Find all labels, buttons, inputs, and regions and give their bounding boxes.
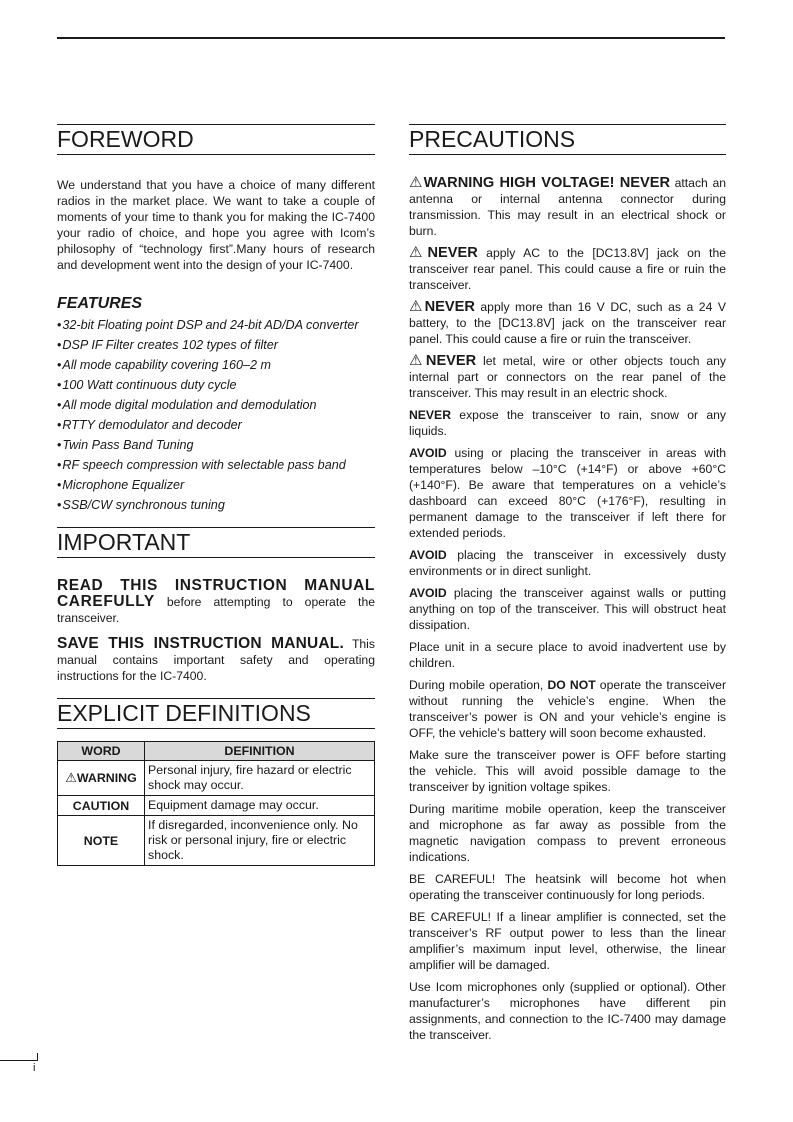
- precaution-item: [409, 245, 726, 293]
- precaution-item: [409, 445, 726, 541]
- feature-item: • DSP IF Filter creates 102 types of filter: [57, 335, 375, 355]
- table-row: [58, 816, 375, 866]
- precaution-item: [409, 585, 726, 633]
- precaution-head: AVOID: [409, 548, 447, 562]
- important-read-paragraph: [57, 578, 375, 626]
- feature-item: • All mode digital modulation and demodulation: [57, 395, 375, 415]
- precautions-body: [409, 175, 726, 1043]
- important-save-tail: This manual contains important safety and operating instructions for the IC-7400.: [57, 637, 375, 683]
- precaution-head: NEVER: [425, 353, 477, 369]
- page-number-rule: [0, 1060, 37, 1061]
- feature-item: • SSB/CW synchronous tuning: [57, 495, 375, 515]
- precaution-text: operate the transceiver without running the vehicle’s engine. When the transceiver’s power is ON and your vehicle’s engine is OFF, the vehicle’s battery will soon become exhausted.: [409, 678, 726, 740]
- warning-triangle-icon: ⚠: [409, 352, 426, 369]
- word-note: NOTE: [58, 816, 145, 866]
- precaution-head: AVOID: [409, 446, 447, 460]
- definition-cell: Personal injury, fire hazard or electric shock may occur.: [145, 761, 375, 796]
- feature-item: • 32-bit Floating point DSP and 24-bit AD/DA converter: [57, 315, 375, 335]
- warning-triangle-icon: ⚠: [65, 770, 77, 785]
- precaution-head: NEVER: [424, 299, 475, 315]
- precaution-text: let metal, wire or other objects touch any internal part or connectors on the rear panel of the transceiver. This may result in an electric shock.: [409, 354, 726, 400]
- feature-item: • Microphone Equalizer: [57, 475, 375, 495]
- col-header-definition: DEFINITION: [145, 742, 375, 761]
- precaution-item: BE CAREFUL! If a linear amplifier is connected, set the transceiver’s RF output power to less than the linear amplifier’s maximum input level, otherwise, the linear amplifier will be damaged.: [409, 910, 726, 972]
- important-read-head: READ THIS INSTRUCTION MANUAL CAREFULLY: [57, 577, 375, 610]
- precaution-head: WARNING HIGH VOLTAGE! NEVER: [423, 175, 671, 191]
- precaution-text: expose the transceiver to rain, snow or any liquids.: [409, 408, 726, 438]
- foreword-body: We understand that you have a choice of many different radios in the market place. We want to take a couple of moments of your time to thank you for making the IC-7400 your radio of choice, and hope you agree with Icom’s philosophy of “technology first”.Many hours of research and development went into the design of your IC-7400.: [57, 178, 375, 272]
- precaution-item: BE CAREFUL! The heatsink will become hot when operating the transceiver continuously for long periods.: [409, 872, 726, 902]
- feature-item: • 100 Watt continuous duty cycle: [57, 375, 375, 395]
- definition-cell: Equipment damage may occur.: [145, 796, 375, 816]
- foreword-title: FOREWORD: [57, 124, 375, 155]
- precaution-item: Make sure the transceiver power is OFF before starting the vehicle. This will avoid possible damage to the transceiver by ignition voltage spikes.: [409, 748, 726, 794]
- precaution-item: Place unit in a secure place to avoid inadvertent use by children.: [409, 640, 726, 670]
- definitions-table: [57, 741, 375, 866]
- feature-item: • RF speech compression with selectable pass band: [57, 455, 375, 475]
- precaution-item: [409, 547, 726, 579]
- warning-triangle-icon: ⚠: [409, 174, 424, 191]
- precaution-head: NEVER: [427, 245, 478, 261]
- page-number-tick: [37, 1053, 38, 1061]
- table-row: [58, 761, 375, 796]
- precautions-title: PRECAUTIONS: [409, 124, 726, 155]
- precaution-text: apply AC to the [DC13.8V] jack on the transceiver rear panel. This could cause a fire or ruin the transceiver.: [409, 246, 726, 292]
- precaution-head: AVOID: [409, 586, 447, 600]
- definitions-title: EXPLICIT DEFINITIONS: [57, 698, 375, 729]
- top-rule: [57, 37, 725, 39]
- col-header-word: WORD: [58, 742, 145, 761]
- features-title: FEATURES: [57, 295, 143, 312]
- right-column: [409, 124, 726, 1049]
- left-column: [57, 124, 375, 866]
- definition-cell: If disregarded, inconvenience only. No risk or personal injury, fire or electric shock.: [145, 816, 375, 866]
- precaution-item: [409, 299, 726, 347]
- word-caution: CAUTION: [58, 796, 145, 816]
- precaution-text: attach an antenna or internal antenna connector during transmission. This may result in an electrical shock or burn.: [409, 176, 726, 238]
- feature-item: • Twin Pass Band Tuning: [57, 435, 375, 455]
- precaution-text: using or placing the transceiver in areas with temperatures below –10°C (+14°F) or above +60°C (+140°F). Be aware that temperatures on a vehicle’s dashboard can exceed 80°C (+176°F), resulting in permanent damage to the transceiver if left there for extended periods.: [409, 446, 726, 540]
- important-read-tail: before attempting to operate the transceiver.: [57, 595, 375, 625]
- precaution-item: [409, 353, 726, 401]
- precaution-text: placing the transceiver against walls or putting anything on top of the transceiver. This will obstruct heat dissipation.: [409, 586, 726, 632]
- features-list: [57, 315, 375, 515]
- warning-triangle-icon: ⚠: [409, 298, 425, 315]
- word-cell: [58, 761, 145, 796]
- precaution-head: NEVER: [409, 408, 451, 422]
- precaution-head: DO NOT: [547, 678, 596, 692]
- precaution-item: [409, 175, 726, 239]
- page-number: i: [33, 1062, 36, 1074]
- table-row: [58, 796, 375, 816]
- warning-triangle-icon: ⚠: [409, 244, 428, 261]
- precaution-text: apply more than 16 V DC, such as a 24 V battery, to the [DC13.8V] jack on the transceiver rear panel. This could cause a fire or ruin the transceiver.: [409, 300, 727, 346]
- important-title: IMPORTANT: [57, 527, 375, 558]
- precaution-item: [409, 677, 726, 741]
- feature-item: • RTTY demodulator and decoder: [57, 415, 375, 435]
- precaution-item: During maritime mobile operation, keep the transceiver and microphone as far away as possible from the magnetic navigation compass to prevent erroneous indications.: [409, 802, 726, 864]
- precaution-item: [409, 407, 726, 439]
- precaution-text: placing the transceiver in excessively dusty environments or in direct sunlight.: [409, 548, 726, 578]
- important-block: [57, 578, 375, 684]
- precaution-text: During mobile operation,: [409, 678, 548, 692]
- feature-item: • All mode capability covering 160–2 m: [57, 355, 375, 375]
- precaution-item: Use Icom microphones only (supplied or optional). Other manufacturer’s microphones have different pin assignments, and connection to the IC-7400 may damage the transceiver.: [409, 980, 726, 1042]
- important-save-paragraph: [57, 636, 375, 684]
- important-save-head: SAVE THIS INSTRUCTION MANUAL.: [57, 635, 344, 652]
- word-warning: WARNING: [76, 771, 137, 785]
